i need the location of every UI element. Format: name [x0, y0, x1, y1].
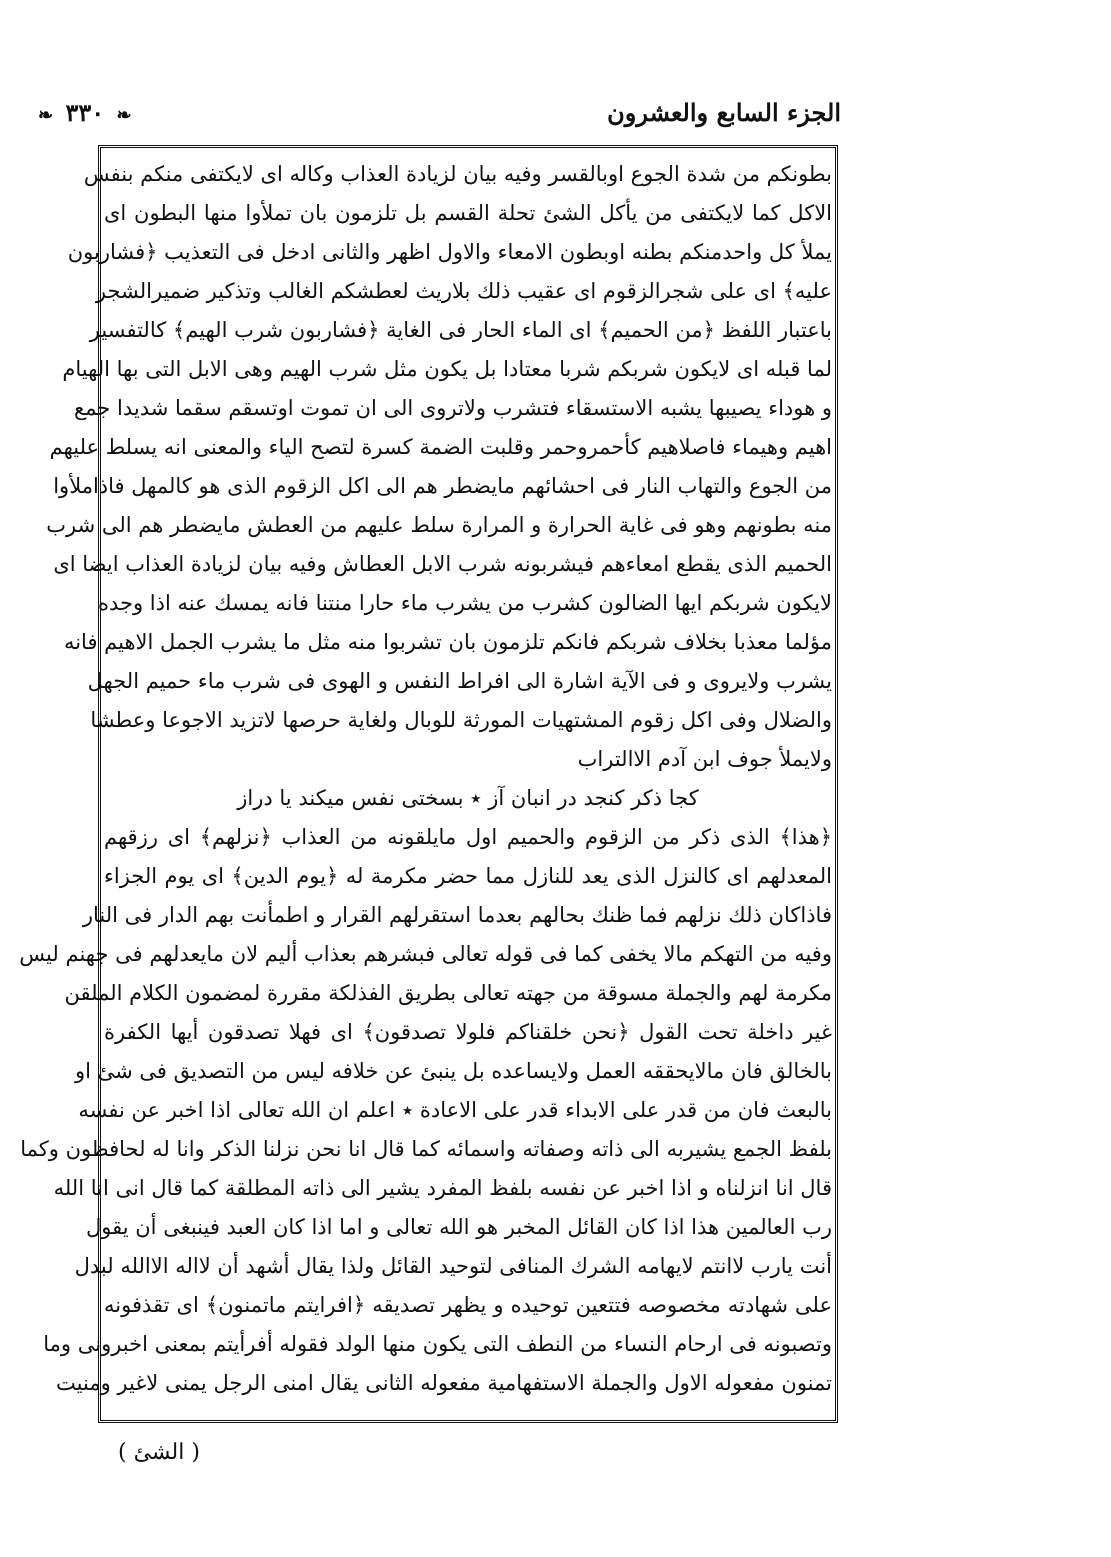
page-number: ٣٣٠ — [65, 98, 105, 127]
text-line: فاذاكان ذلك نزلهم فما ظنك بحالهم بعدما استقرلهم القرار و اطمأنت بهم الدار فى النار — [82, 903, 832, 927]
text-line: الحميم الذى يقطع امعاءهم فيشربونه شرب الابل العطاش وفيه بيان لزيادة العذاب ايضا اى — [53, 552, 832, 576]
text-line: تمنون مفعوله الاول والجملة الاستفهامية مفعوله الثانى يقال امنى الرجل يمنى لاغير ومنيت — [56, 1371, 832, 1395]
text-line: على شهادته مخصوصه فتتعين توحيده و يظهر تصديقه ﴿افرايتم ماتمنون﴾ اى تقذفونه — [104, 1293, 832, 1317]
text-line: مؤلما معذبا بخلاف شربكم فانكم تلزمون بان تشربوا منه مثل ما يشرب الجمل الاهيم فانه — [63, 630, 832, 654]
text-line: و هوداء يصيبها يشبه الاستسقاء فتشرب ولاتروى الى ان تموت اوتسقم سقما شديدا جمع — [74, 396, 832, 420]
persian-verse-line: كجا ذكر كنجد در انبان آز ٭ بسختى نفس ميكند يا دراز — [237, 786, 699, 810]
text-line: من الجوع والتهاب النار فى احشائهم مايضطر هم الى اكل الزقوم الذى هو كالمهل فاذاملأوا — [53, 474, 832, 498]
text-line: رب العالمين هذا اذا كان القائل المخبر هو الله تعالى و اما اذا كان العبد فينبغى أن يقول — [86, 1215, 832, 1239]
text-line: يشرب ولايروى و فى الآية اشارة الى افراط النفس و الهوى فى شرب ماء حميم الجهل — [87, 669, 832, 693]
text-line: باعتبار اللفظ ﴿من الحميم﴾ اى الماء الحار فى الغاية ﴿فشاربون شرب الهيم﴾ كالتفسير — [89, 318, 832, 342]
text-line: أنت يارب لاانتم لايهامه الشرك المنافى لتوحيد القائل ولذا يقال أشهد أن لااله الاالله لبدل — [74, 1254, 832, 1278]
ornament-icon: ❧ — [116, 105, 132, 126]
running-title: الجزء السابع والعشرون — [607, 98, 841, 127]
text-line: غير داخلة تحت القول ﴿نحن خلقناكم فلولا تصدقون﴾ اى فهلا تصدقون أيها الكفرة — [104, 1020, 832, 1044]
text-line: منه بطونهم وهو فى غاية الحرارة و المرارة سلط عليهم من العطش مايضطر هم الى شرب — [46, 513, 832, 537]
text-line: بلفظ الجمع يشيربه الى ذاته وصفاته واسمائه كما قال انا نحن نزلنا الذكر وانا له لحافظون وكما — [20, 1137, 832, 1161]
text-line-last-of-paragraph: ولايملأ جوف ابن آدم الاالتراب — [577, 747, 832, 771]
page-number-group — [34, 98, 136, 127]
text-line: وفيه من التهكم مالا يخفى كما فى قوله تعالى فبشرهم بعذاب أليم لان مايعدلهم فى جهنم ليس — [19, 942, 832, 966]
text-line: لايكون شربكم ايها الضالون كشرب من يشرب ماء حارا منتنا فانه يمسك عنه اذا وجده — [97, 591, 832, 615]
text-line: عليه﴾ اى على شجرالزقوم اى عقيب ذلك بلاريث لعطشكم الغالب وتذكير ضميرالشجر — [95, 279, 832, 303]
text-line: بالبعث فان من قدر على الابداء قدر على الاعادة ٭ اعلم ان الله تعالى اذا اخبر عن نفسه — [78, 1098, 832, 1122]
text-line: يملأ كل واحدمنكم بطنه اوبطون الامعاء والاول اظهر والثانى ادخل فى التعذيب ﴿فشاربون — [67, 240, 832, 264]
page-header — [38, 98, 841, 138]
catchword: ( الشئ ) — [118, 1440, 200, 1465]
text-line: الاكل كما لايكتفى من يأكل الشئ تحلة القسم بل تلزمون بان تملأوا منها البطون اى — [104, 201, 832, 225]
text-line: قال انا انزلناه و اذا اخبر عن نفسه بلفظ المفرد يشير الى ذاته المطلقة كما قال انى انا الله — [53, 1176, 832, 1200]
text-line: والضلال وفى اكل زقوم المشتهيات المورثة للوبال ولغاية حرصها لاتزيد الاجوعا وعطشا — [90, 708, 832, 732]
text-line: وتصبونه فى ارحام النساء من النطف التى يكون منها الولد فقوله أفرأيتم بمعنى اخبرونى وما — [43, 1332, 832, 1356]
text-line: ﴿هذا﴾ الذى ذكر من الزقوم والحميم اول مايلقونه من العذاب ﴿نزلهم﴾ اى رزقهم — [104, 825, 832, 849]
text-line: اهيم وهيماء فاصلاهيم كأحمروحمر وقلبت الضمة كسرة لتصح الياء والمعنى انه يسلط عليهم — [49, 435, 832, 459]
text-line: لما قبله اى لايكون شربكم شربا معتادا بل يكون مثل شرب الهيم وهى الابل التى بها الهيام — [62, 357, 832, 381]
text-line: بالخالق فان مالايحققه العمل ولايساعده بل ينبئ عن خلافه ليس من التصديق فى شئ او — [74, 1059, 832, 1083]
text-block — [19, 150, 832, 1418]
text-line: المعدلهم اى كالنزل الذى يعد للنازل مما حضر مكرمة له ﴿يوم الدين﴾ اى يوم الجزاء — [104, 864, 832, 888]
ornament-icon: ❧ — [38, 105, 54, 126]
text-line: بطونكم من شدة الجوع اوبالقسر وفيه بيان لزيادة العذاب وكاله اى لايكتفى منكم بنفس — [83, 162, 832, 186]
text-line: مكرمة لهم والجملة مسوقة من جهته تعالى بطريق الفذلكة مقررة لمضمون الكلام الملقن — [64, 981, 832, 1005]
